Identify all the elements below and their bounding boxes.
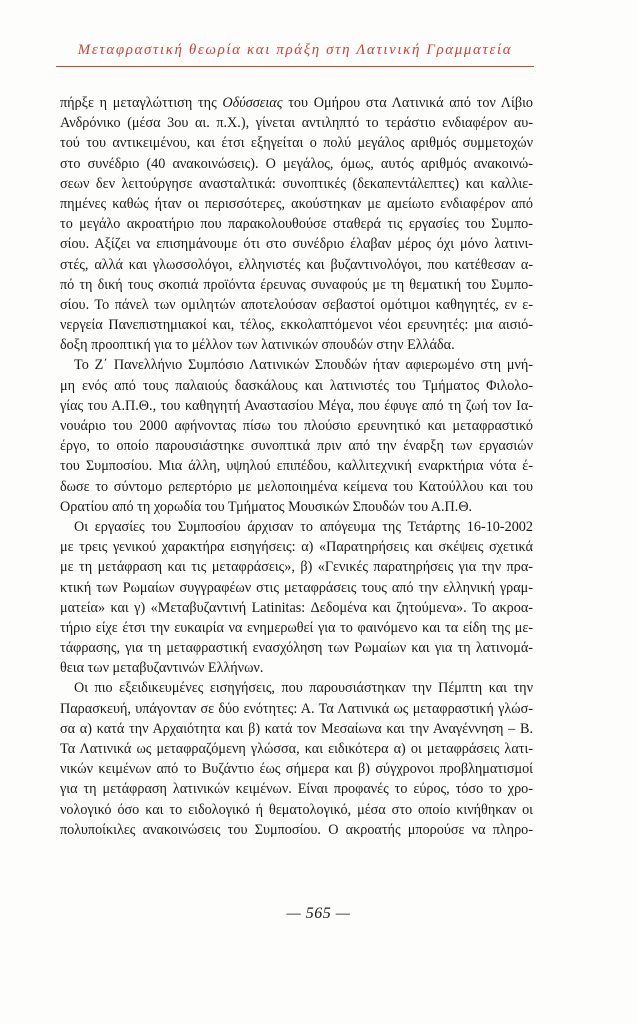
text-line: ματεία» και γ) «Μεταβυζαντινή Latinitas: Δεδομένα και ζητούμενα». Το ακροα-	[60, 599, 533, 616]
text-line: γίας του Α.Π.Θ., του καθηγητή Αναστασίου Μέγα, που έφυγε από τη ζωή τον Ια-	[60, 397, 533, 414]
text-line: το μεγάλο ακροατήριο που παρακολουθούσε σταθερά τις εργασίες του Συμπο-	[60, 216, 533, 233]
page-body	[60, 93, 533, 840]
header-rule	[56, 66, 534, 67]
text-line: έργο, το οποίο παρουσιάστηκε συνοπτικά πριν από την έναρξη των εργασιών	[60, 438, 533, 455]
text-line: θεια των μεταβυζαντινών Ελλήνων.	[60, 660, 264, 677]
text-line: μη ενός από τους παλαιούς δασκάλους και λατινιστές του Τμήματος Φιλολο-	[60, 377, 533, 394]
text-line: νολογικό όσο και το ειδολογικό ή θεματολογικό, μέσα στο οποίο κινήθηκαν οι	[60, 801, 533, 818]
work-title: Οδύσσειας	[222, 95, 283, 111]
text-line: πήρξε η μεταγλώττιση της Οδύσσειας του Ομήρου στα Λατινικά από τον Λίβιο	[60, 95, 533, 111]
text-line: Οι πιο εξειδικευμένες εισηγήσεις, που παρουσιάστηκαν την Πέμπτη και την	[74, 680, 533, 697]
text-line: Τα Λατινικά ως μεταφραζόμενη γλώσσα, και ειδικότερα α) οι μεταφράσεις λατι-	[60, 741, 533, 757]
text-line: σίου. Το πάνελ των ομιλητών αποτελούσαν σεβαστοί ομότιμοι καθηγητές, εν ε-	[60, 296, 533, 313]
text-line: σα α) κατά την Αρχαιότητα και β) κατά τον Μεσαίωνα και την Αναγέννηση – Β.	[60, 720, 533, 737]
text-line: τάφρασης, για τη μεταφραστική ενασχόληση των Ρωμαίων και για τη λατινομά-	[60, 640, 533, 657]
text-line: τού του αντικειμένου, και έτσι εξηγείται ο πολύ μεγάλος αριθμός συμμετοχών	[60, 135, 533, 152]
text-line: σεων δεν λειτούργησε ανασταλτικά: συνοπτικές (δεκαπεντάλεπτες) και καλλιε-	[60, 175, 533, 192]
text-line: νεργεία Πανεπιστημιακοί και, τέλος, εκκολαπτόμενοι νέοι ερευνητές: μια αισιό-	[60, 317, 533, 334]
text-line: Το Ζ΄ Πανελλήνιο Συμπόσιο Λατινικών Σπουδών ήταν αφιερωμένο στη μνή-	[74, 357, 533, 374]
page-number: — 565 —	[286, 905, 351, 922]
paragraph	[60, 93, 533, 355]
text-line: δοξη προοπτική για το μέλλον των λατινικών σπουδών στην Ελλάδα.	[60, 337, 455, 354]
text-line: Οι εργασίες του Συμποσίου άρχισαν το απόγευμα της Τετάρτης 16-10-2002	[74, 518, 533, 535]
text-line: Ορατίου από τη χορωδία του Τμήματος Μουσικών Σπουδών του Α.Π.Θ.	[60, 498, 473, 515]
paragraph	[60, 355, 533, 517]
text-line: του Συμποσίου. Μια άλλη, υψηλού επιπέδου, καλλιτεχνική εναρκτήρια νότα έ-	[60, 458, 533, 475]
text-line: πό τη δική τους σκοπιά προϊόντα έρευνας συναφούς με τη θεματική του Συμπο-	[60, 276, 533, 293]
text-line: νικών κειμένων από το Βυζάντιο έως σήμερα και β) σύγχρονοι προβληματισμοί	[60, 761, 533, 778]
text-line: σίου. Αξίζει να επισημάνουμε ότι στο συνέδριο έλαβαν μέρος όχι μόνο λατινι-	[60, 236, 533, 253]
text-line: τήριο είχε έτσι την ευκαιρία να ενημερωθεί για το φαινόμενο και τα είδη της με-	[60, 619, 533, 636]
paragraph	[60, 517, 533, 679]
text-line: νουάριο του 2000 αφήνοντας πίσω του πλούσιο ερευνητικό και μεταφραστικό	[60, 418, 533, 434]
text-line: Παρασκευή, υπάγονταν σε δύο ενότητες: Α. Τα Λατινικά ως μεταφραστική γλώσ-	[60, 700, 533, 717]
text-line: στές, αλλά και γλωσσολόγοι, ελληνιστές και βυζαντινολόγοι, που κατέθεσαν α-	[60, 256, 533, 273]
text-line: πημένες καθώς ήταν οι περισσότερες, ακούστηκαν με αμείωτο ενδιαφέρον από	[60, 195, 533, 212]
text-line: δωσε το σύντομο ρεπερτόριο με μελοποιημένα κείμενα του Κατούλλου και του	[60, 478, 533, 495]
running-title: Μεταφραστική θεωρία και πράξη στη Λατινική Γραμματεία	[77, 42, 513, 58]
paragraph	[60, 678, 533, 840]
text-line: πολυποίκιλες ανακοινώσεις του Συμποσίου. Ο ακροατής μπορούσε να πληρο-	[60, 821, 533, 838]
text-line: για τη μετάφραση λατινικών κειμένων. Είναι προφανές το εύρος, τόσο το χρο-	[60, 781, 533, 798]
text-line: κτική των Ρωμαίων συγγραφέων στις μεταφράσεις τους από την ελληνική γραμ-	[60, 579, 533, 596]
text-line: με τρεις γενικού χαρακτήρα εισηγήσεις: α) «Παρατηρήσεις και σκέψεις σχετικά	[60, 539, 533, 556]
text-line: Ανδρόνικο (μέσα 3ου αι. π.Χ.), γίνεται αντιληπτό το τεράστιο ενδιαφέρον αυ-	[60, 115, 533, 132]
text-line: με τη μετάφραση και τις μεταφράσεις», β) «Γενικές παρατηρήσεις για την πρα-	[60, 559, 533, 576]
text-line: στο συνέδριο (40 ανακοινώσεις). Ο μεγάλος, όμως, αυτός αριθμός ανακοινώ-	[60, 155, 533, 172]
